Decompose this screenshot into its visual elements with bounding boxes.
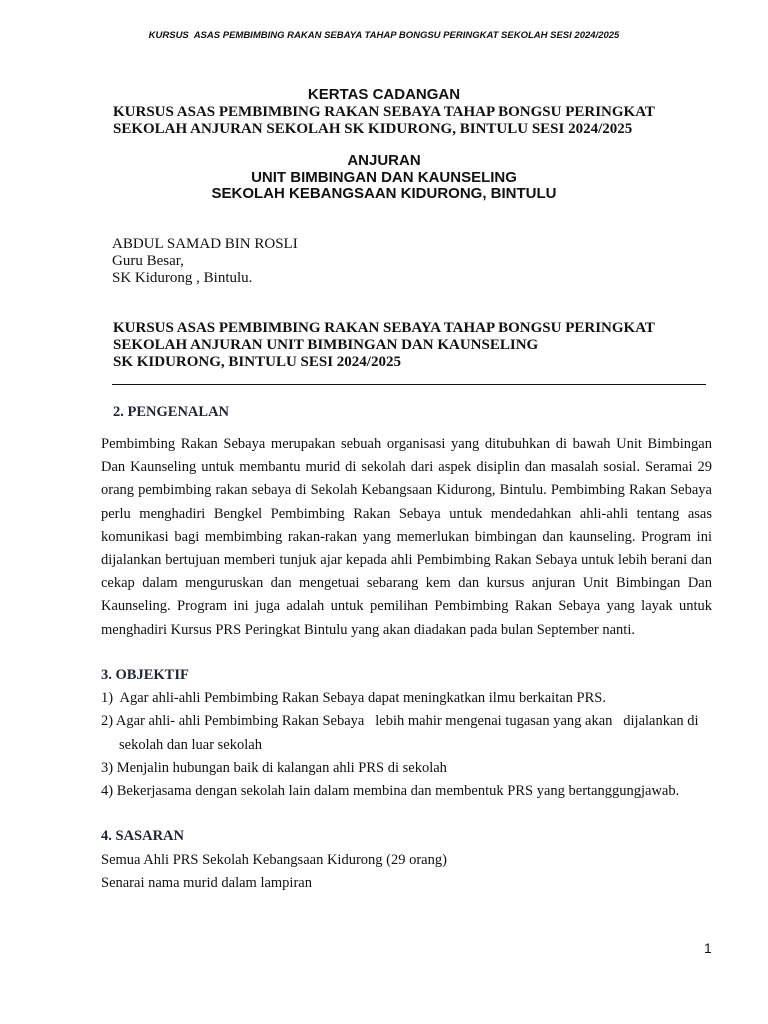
document-type-title: KERTAS CADANGAN — [307, 86, 461, 103]
organizer-school: SEKOLAH KEBANGSAAN KIDURONG, BINTULU — [211, 185, 557, 202]
section-heading-sasaran: 4. SASARAN — [101, 828, 184, 844]
objective-item-2-continued: sekolah dan luar sekolah — [119, 737, 262, 753]
subject-line-1: KURSUS ASAS PEMBIMBING RAKAN SEBAYA TAHAP BONGSU PERINGKAT — [113, 320, 655, 336]
page-number: 1 — [704, 940, 712, 956]
section-heading-objektif: 3. OBJEKTIF — [101, 667, 189, 683]
horizontal-divider — [112, 384, 706, 385]
target-line-2: Senarai nama murid dalam lampiran — [101, 875, 312, 891]
course-title-line-2: SEKOLAH ANJURAN SEKOLAH SK KIDURONG, BINTULU SESI 2024/2025 — [113, 121, 633, 137]
course-title-line-1: KURSUS ASAS PEMBIMBING RAKAN SEBAYA TAHAP BONGSU PERINGKAT — [113, 104, 655, 120]
objective-item-3: 3) Menjalin hubungan baik di kalangan ahli PRS di sekolah — [101, 760, 447, 776]
organizer-label: ANJURAN — [347, 152, 421, 169]
objective-item-4: 4) Bekerjasama dengan sekolah lain dalam membina dan membentuk PRS yang bertanggungjawab. — [101, 783, 680, 799]
running-header: KURSUS ASAS PEMBIMBING RAKAN SEBAYA TAHAP BONGSU PERINGKAT SEKOLAH SESI 2024/2025 — [148, 30, 620, 41]
section-heading-pengenalan: 2. PENGENALAN — [113, 404, 230, 420]
objective-item-1: 1) Agar ahli-ahli Pembimbing Rakan Sebaya dapat meningkatkan ilmu berkaitan PRS. — [101, 690, 606, 706]
signatory-block — [112, 236, 298, 287]
organizer-unit: UNIT BIMBINGAN DAN KAUNSELING — [251, 168, 517, 186]
subject-block — [113, 320, 733, 371]
course-title — [113, 104, 733, 138]
intro-paragraph: Pembimbing Rakan Sebaya merupakan sebuah organisasi yang ditubuhkan di bawah Unit Bimbingan Dan Kaunseling untuk membantu murid di sekolah dari aspek disiplin dan masalah sosial. Seramai 29 orang pembimbing rakan sebaya di Sekolah Kebangsaan Kidurong, Bintulu. Pembimbing Rakan Sebaya perlu menghadiri Bengkel Pembimbing Rakan Sebaya untuk mendedahkan ahli-ahli tentang asas komunikasi bagi membimbing rakan-rakan yang memerlukan bimbingan dan kaunseling. Program ini dijalankan bertujuan memberi tunjuk ajar kepada ahli Pembimbing Rakan Sebaya untuk lebih berani dan cekap dalam menguruskan dan mengetuai sebarang kem dan kursus anjuran Unit Bimbingan Dan Kaunseling. Program ini juga adalah untuk pemilihan Pembimbing Rakan Sebaya yang layak untuk menghadiri Kursus PRS Peringkat Bintulu yang akan diadakan pada bulan September nanti. — [101, 436, 712, 638]
objective-item-2: 2) Agar ahli- ahli Pembimbing Rakan Sebaya lebih mahir mengenai tugasan yang akan dijalankan di — [101, 713, 699, 729]
subject-line-2: SEKOLAH ANJURAN UNIT BIMBINGAN DAN KAUNSELING — [113, 337, 539, 353]
target-line-1: Semua Ahli PRS Sekolah Kebangsaan Kidurong (29 orang) — [101, 852, 447, 868]
signatory-name: ABDUL SAMAD BIN ROSLI — [112, 236, 298, 252]
organizer-block — [0, 153, 768, 203]
signatory-position: Guru Besar, — [112, 253, 184, 269]
signatory-school: SK Kidurong , Bintulu. — [112, 270, 253, 286]
subject-line-3: SK KIDURONG, BINTULU SESI 2024/2025 — [113, 354, 401, 370]
